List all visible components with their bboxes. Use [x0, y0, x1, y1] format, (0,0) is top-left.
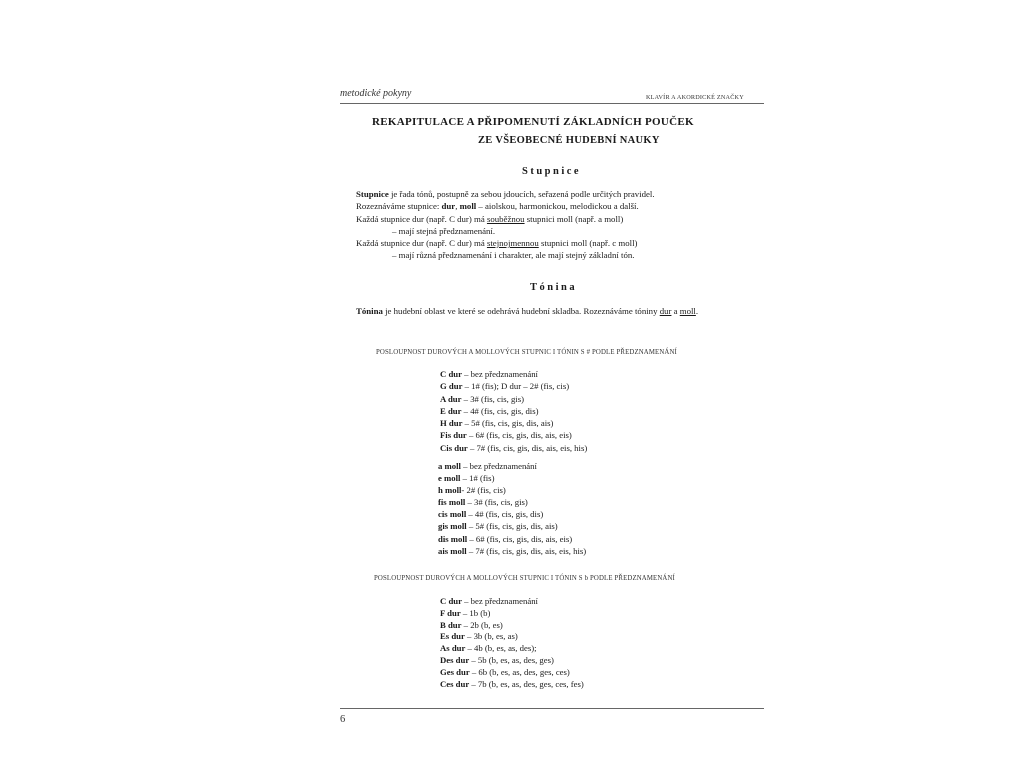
page-title-line1: REKAPITULACE A PŘIPOMENUTÍ ZÁKLADNÍCH POUČEK	[372, 116, 694, 128]
key-signature: – 4b (b, es, as, des);	[465, 643, 537, 654]
list-item	[438, 508, 586, 520]
key-signature: – 3# (fis, cis, gis)	[461, 393, 524, 404]
stupnice-body	[356, 188, 776, 262]
key-signature: – 4# (fis, cis, gis, dis)	[461, 405, 539, 416]
key-signature: – bez předznamenání	[460, 461, 537, 471]
flats-caption: POSLOUPNOST DUROVÝCH A MOLLOVÝCH STUPNIC I TÓNIN S b PODLE PŘEDZNAMENÁNÍ	[374, 575, 675, 582]
tonina-and: a	[671, 306, 680, 316]
footer-rule	[340, 708, 764, 709]
key-name: Fis dur	[440, 430, 467, 441]
key-name: As dur	[440, 643, 466, 654]
key-name: fis moll	[438, 497, 466, 508]
stupnice-types	[356, 200, 776, 212]
key-name: Ces dur	[440, 678, 470, 689]
stupnice-definition	[356, 188, 776, 200]
key-name: Ges dur	[440, 666, 470, 677]
key-signature: – 4# (fis, cis, gis, dis)	[466, 509, 544, 520]
key-signature: – 7b (b, es, as, des, ges, ces, fes)	[469, 678, 584, 689]
term-tonina: Tónina	[356, 306, 383, 316]
parallel-rest: stupnici moll (např. a moll)	[524, 213, 624, 224]
key-signature: – bez předznamenání	[461, 596, 538, 606]
key-signature: – 1# (fis); D dur – 2# (fis, cis)	[462, 381, 570, 392]
key-signature: – 5# (fis, cis, gis, dis, ais)	[462, 418, 554, 429]
term-stupnice: Stupnice	[356, 189, 389, 199]
sharps-major-list	[440, 368, 587, 454]
key-name: Cis dur	[440, 442, 468, 453]
list-item	[440, 655, 584, 667]
key-name: B dur	[440, 619, 462, 630]
list-item	[438, 545, 586, 557]
key-name: Es dur	[440, 631, 465, 642]
list-item	[440, 393, 587, 405]
key-signature: – 7# (fis, cis, gis, dis, ais, eis, his)	[466, 545, 587, 556]
key-signature: – 5# (fis, cis, gis, dis, ais)	[466, 521, 558, 532]
key-name: e moll	[438, 473, 461, 484]
list-item	[440, 596, 584, 608]
tonina-definition	[356, 305, 776, 317]
key-name: A dur	[440, 393, 462, 404]
types-rest: – aiolskou, harmonickou, melodickou a další.	[476, 201, 639, 212]
key-signature: - 2# (fis, cis)	[461, 485, 506, 496]
key-name: G dur	[440, 381, 463, 392]
key-signature: – 1# (fis)	[460, 473, 495, 484]
term-stejnojmenna: stejnojmennou	[486, 238, 539, 249]
key-name: H dur	[440, 418, 463, 429]
key-signature: – 1b (b)	[460, 607, 491, 618]
sharps-caption: POSLOUPNOST DUROVÝCH A MOLLOVÝCH STUPNIC I TÓNIN S # PODLE PŘEDZNAMENÁNÍ	[376, 349, 677, 356]
term-moll: moll	[459, 201, 477, 212]
term-dur: dur	[441, 201, 456, 212]
list-item	[440, 429, 587, 441]
list-item	[440, 380, 587, 392]
key-name: cis moll	[438, 509, 467, 520]
key-name: gis moll	[438, 521, 467, 532]
list-item	[440, 679, 584, 691]
list-item	[438, 520, 586, 532]
list-item	[440, 620, 584, 632]
key-signature: – 2b (b, es)	[461, 619, 503, 630]
page-number: 6	[340, 714, 346, 725]
key-signature: – bez předznamenání	[461, 369, 538, 379]
key-name: a moll	[438, 461, 461, 471]
tonic-intro: Každá stupnice dur (např. C dur) má	[356, 238, 487, 249]
tonic-rest: stupnici moll (např. c moll)	[538, 238, 638, 249]
list-item	[438, 533, 586, 545]
key-signature: – 7# (fis, cis, gis, dis, ais, eis, his)	[467, 442, 588, 453]
list-item	[440, 442, 587, 454]
key-name: F dur	[440, 607, 461, 618]
tonina-body	[356, 305, 776, 317]
definition-text: je řada tónů, postupně za sebou jdoucích, seřazená podle určitých pravidel.	[388, 189, 655, 199]
list-item	[438, 496, 586, 508]
key-name: Des dur	[440, 654, 470, 665]
tonina-moll: moll	[679, 306, 696, 316]
section-heading-stupnice: Stupnice	[522, 166, 582, 177]
key-signature: – 3b (b, es, as)	[464, 631, 518, 642]
key-signature: – 6b (b, es, as, des, ges, ces)	[469, 666, 570, 677]
types-intro: Rozeznáváme stupnice:	[356, 201, 442, 212]
list-item	[438, 484, 586, 496]
tonina-period: .	[695, 306, 699, 316]
parallel-note: – mají stejná předznamenání.	[392, 225, 496, 236]
running-header-right: KLAVÍR A AKORDICKÉ ZNAČKY	[646, 94, 744, 101]
tonic-note: – mají různá předznamenání i charakter, ale mají stejný základní tón.	[392, 250, 635, 261]
parallel-intro: Každá stupnice dur (např. C dur) má	[356, 213, 487, 224]
key-name: h moll	[438, 485, 462, 496]
list-item	[440, 405, 587, 417]
tonina-dur: dur	[659, 306, 672, 316]
sharps-minor-list	[438, 460, 586, 557]
term-soubezna: souběžnou	[486, 213, 525, 224]
key-name: dis moll	[438, 533, 468, 544]
list-item	[440, 417, 587, 429]
key-signature: – 3# (fis, cis, gis)	[465, 497, 528, 508]
key-name: ais moll	[438, 545, 467, 556]
key-signature: – 6# (fis, cis, gis, dis, ais, eis)	[467, 533, 573, 544]
key-name: C dur	[440, 369, 462, 379]
running-header-left: metodické pokyny	[340, 88, 412, 99]
flats-major-list	[440, 596, 584, 690]
key-name: E dur	[440, 405, 462, 416]
section-heading-tonina: Tónina	[530, 282, 578, 293]
list-item	[440, 368, 587, 380]
key-name: C dur	[440, 596, 462, 606]
list-item	[440, 667, 584, 679]
list-item	[440, 608, 584, 620]
key-signature: – 6# (fis, cis, gis, dis, ais, eis)	[466, 430, 572, 441]
comma: ,	[455, 201, 460, 212]
tonina-text: je hudební oblast ve které se odehrává hudební skladba. Rozeznáváme tóniny	[382, 306, 660, 316]
list-item	[438, 460, 586, 472]
list-item	[440, 643, 584, 655]
tonic-scale-line	[356, 237, 776, 249]
page-title-line2: ZE VŠEOBECNÉ HUDEBNÍ NAUKY	[478, 135, 660, 146]
header-rule	[340, 103, 764, 104]
list-item	[440, 631, 584, 643]
key-signature: – 5b (b, es, as, des, ges)	[469, 654, 554, 665]
list-item	[438, 472, 586, 484]
parallel-scale-line	[356, 213, 776, 225]
